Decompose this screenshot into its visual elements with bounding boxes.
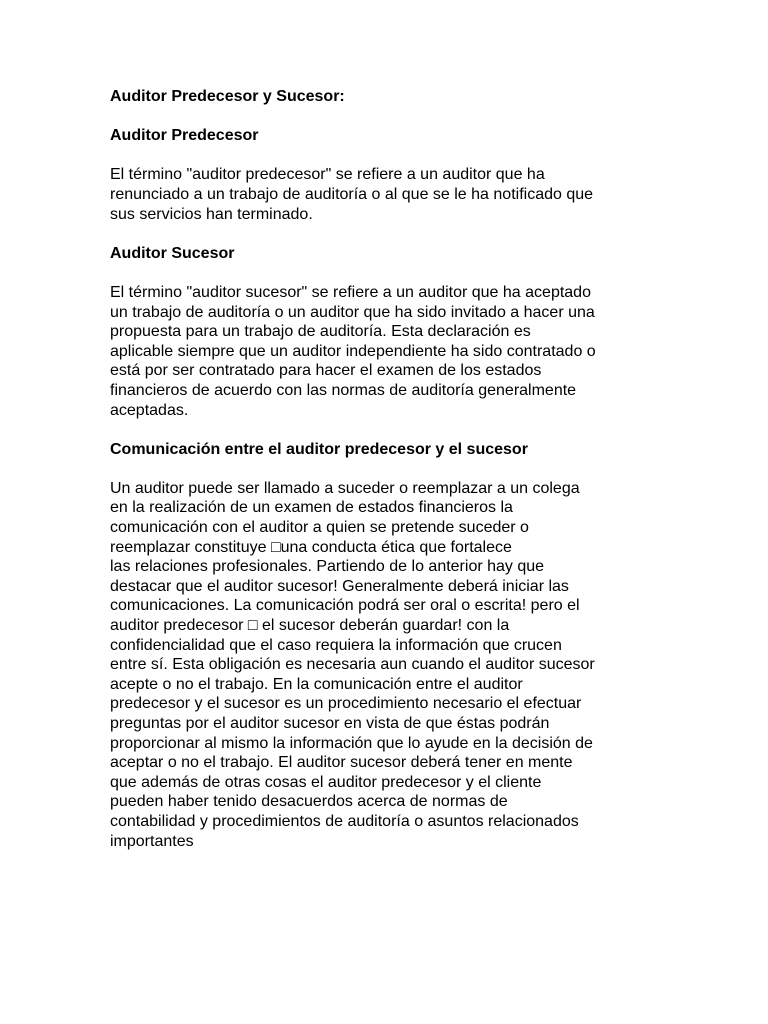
text-line: aplicable siempre que un auditor independiente ha sido contratado o xyxy=(110,342,596,360)
document-title: Auditor Predecesor y Sucesor: xyxy=(110,88,345,105)
text-line: Un auditor puede ser llamado a suceder o reemplazar a un colega xyxy=(110,479,580,497)
text-line: aceptar o no el trabajo. El auditor sucesor deberá tener en mente xyxy=(110,754,573,772)
section-heading-auditor-sucesor: Auditor Sucesor xyxy=(110,244,235,262)
text-line: proporcionar al mismo la información que lo ayude en la decisión de xyxy=(110,734,593,752)
paragraph-comunicacion xyxy=(110,479,665,851)
text-line: El término "auditor predecesor" se refiere a un auditor que ha xyxy=(110,166,545,184)
text-line: confidencialidad que el caso requiera la información que crucen xyxy=(110,636,562,654)
text-line: reemplazar constituye □una conducta ética que fortalece xyxy=(110,538,512,556)
text-line: contabilidad y procedimientos de auditoría o asuntos relacionados xyxy=(110,812,579,830)
text-line: en la realización de un examen de estados financieros la xyxy=(110,499,513,517)
text-line: financieros de acuerdo con las normas de auditoría generalmente xyxy=(110,381,577,399)
text-line: destacar que el auditor sucesor! Generalmente deberá iniciar las xyxy=(110,577,569,595)
text-line: sus servicios han terminado. xyxy=(110,205,313,223)
text-line: comunicación con el auditor a quien se pretende suceder o xyxy=(110,519,529,537)
text-line: las relaciones profesionales. Partiendo de lo anterior hay que xyxy=(110,558,545,576)
section-heading-auditor-predecesor: Auditor Predecesor xyxy=(110,127,259,145)
text-line: predecesor y el sucesor es un procedimiento necesario el efectuar xyxy=(110,695,582,713)
paragraph-auditor-sucesor xyxy=(110,283,665,420)
text-line: un trabajo de auditoría o un auditor que ha sido invitado a hacer una xyxy=(110,303,595,321)
text-line: que además de otras cosas el auditor predecesor y el cliente xyxy=(110,773,542,791)
text-line: aceptadas. xyxy=(110,401,189,419)
text-line: comunicaciones. La comunicación podrá ser oral o escrita! pero el xyxy=(110,597,580,615)
text-line: propuesta para un trabajo de auditoría. Esta declaración es xyxy=(110,323,531,341)
section-heading-comunicacion: Comunicación entre el auditor predecesor y el sucesor xyxy=(110,440,528,458)
text-line: está por ser contratado para hacer el examen de los estados xyxy=(110,362,542,380)
text-line: pueden haber tenido desacuerdos acerca de normas de xyxy=(110,793,508,811)
text-line: El término "auditor sucesor" se refiere a un auditor que ha aceptado xyxy=(110,283,591,301)
paragraph-auditor-predecesor xyxy=(110,165,665,224)
text-line: entre sí. Esta obligación es necesaria aun cuando el auditor sucesor xyxy=(110,656,595,674)
text-line: renunciado a un trabajo de auditoría o al que se le ha notificado que xyxy=(110,185,594,203)
text-line: auditor predecesor □ el sucesor deberán guardar! con la xyxy=(110,617,510,635)
text-line: acepte o no el trabajo. En la comunicación entre el auditor xyxy=(110,675,523,693)
document-page xyxy=(110,87,665,851)
text-line: importantes xyxy=(110,832,194,850)
text-line: preguntas por el auditor sucesor en vista de que éstas podrán xyxy=(110,715,550,732)
